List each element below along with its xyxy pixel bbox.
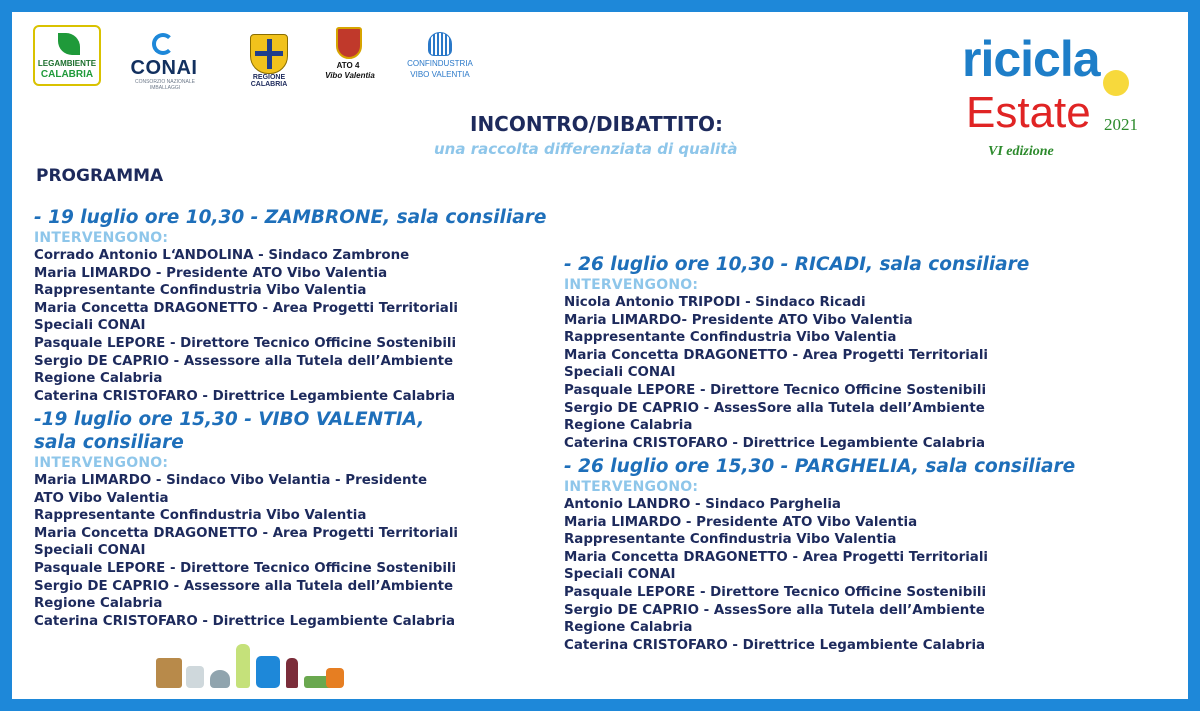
ato-coat-of-arms-icon xyxy=(336,27,362,59)
plastic-bottle-icon xyxy=(256,656,280,688)
speaker-line: Speciali CONAI xyxy=(34,318,146,334)
speaker-line: Speciali CONAI xyxy=(564,567,676,583)
speaker-line: ATO Vibo Valentia xyxy=(34,490,169,506)
event-zambrone xyxy=(34,206,546,405)
event-title: - 19 luglio ore 10,30 - ZAMBRONE, sala consiliare xyxy=(34,207,547,228)
speaker-line: Sergio DE CAPRIO - Assessore alla Tutela dell’Ambiente xyxy=(34,578,454,594)
speaker-line: Pasquale LEPORE - Direttore Tecnico Officine Sostenibili xyxy=(34,335,457,351)
legambiente-name: LEGAMBIENTE xyxy=(37,59,97,68)
cup-icon xyxy=(326,668,344,688)
speakers-label: INTERVENGONO: xyxy=(34,455,169,471)
speaker-line: Caterina CRISTOFARO - Direttrice Legambiente Calabria xyxy=(564,435,986,451)
can-icon xyxy=(210,670,230,688)
event-title-continued: sala consiliare xyxy=(34,432,184,453)
speaker-line: Pasquale LEPORE - Direttore Tecnico Officine Sostenibili xyxy=(564,584,987,600)
edition-label: VI edizione xyxy=(988,144,1054,159)
paper-icon xyxy=(186,666,204,688)
speaker-line: Nicola Antonio TRIPODI - Sindaco Ricadi xyxy=(564,295,866,310)
speaker-line: Maria Concetta DRAGONETTO - Area Progetti Territoriali xyxy=(564,549,989,565)
event-parghelia xyxy=(564,455,1075,654)
speakers-label: INTERVENGONO: xyxy=(564,277,699,293)
speaker-line: Speciali CONAI xyxy=(34,543,146,559)
recycling-mascots xyxy=(150,640,350,688)
speaker-line: Sergio DE CAPRIO - AssesSore alla Tutela dell’Ambiente xyxy=(564,602,985,618)
bottle-icon xyxy=(236,644,250,688)
speaker-line: Pasquale LEPORE - Direttore Tecnico Officine Sostenibili xyxy=(564,382,987,398)
speaker-line: Antonio LANDRO - Sindaco Parghelia xyxy=(564,497,841,512)
cardboard-box-icon xyxy=(156,658,182,688)
speaker-line: Caterina CRISTOFARO - Direttrice Legambiente Calabria xyxy=(564,637,986,653)
event-title: -19 luglio ore 15,30 - VIBO VALENTIA, xyxy=(34,409,425,430)
ato-label: ATO 4 xyxy=(336,61,360,70)
edition-year: 2021 xyxy=(1104,115,1138,134)
speaker-line: Corrado Antonio L‘ANDOLINA - Sindaco Zambrone xyxy=(34,248,410,263)
speaker-line: Regione Calabria xyxy=(34,596,163,612)
event-title: - 26 luglio ore 15,30 - PARGHELIA, sala consiliare xyxy=(564,456,1076,477)
speaker-line: Maria LIMARDO - Presidente ATO Vibo Valentia xyxy=(564,514,918,530)
speaker-line: Regione Calabria xyxy=(34,371,163,387)
speakers-label: INTERVENGONO: xyxy=(564,479,699,495)
event-title: - 26 luglio ore 10,30 - RICADI, sala consiliare xyxy=(564,254,1030,275)
speaker-line: Caterina CRISTOFARO - Direttrice Legambiente Calabria xyxy=(34,613,456,629)
confindustria-name: CONFINDUSTRIA xyxy=(407,59,473,68)
page-title: INCONTRO/DIBATTITO: xyxy=(470,112,723,136)
speaker-line: Sergio DE CAPRIO - AssesSore alla Tutela dell’Ambiente xyxy=(564,400,985,416)
speaker-line: Rappresentante Confindustria Vibo Valentia xyxy=(34,508,367,524)
conai-swirl-icon xyxy=(152,33,174,55)
speaker-line: Maria LIMARDO - Presidente ATO Vibo Valentia xyxy=(34,265,388,281)
speaker-line: Caterina CRISTOFARO - Direttrice Legambiente Calabria xyxy=(34,388,456,404)
speaker-line: Rappresentante Confindustria Vibo Valentia xyxy=(564,532,897,548)
legambiente-logo xyxy=(33,25,101,86)
speaker-line: Sergio DE CAPRIO - Assessore alla Tutela dell’Ambiente xyxy=(34,353,454,369)
speaker-line: Rappresentante Confindustria Vibo Valentia xyxy=(34,283,367,299)
sun-icon xyxy=(1103,70,1129,96)
glass-bottle-icon xyxy=(286,658,298,688)
confindustria-city: VIBO VALENTIA xyxy=(410,70,470,79)
speaker-line: Maria Concetta DRAGONETTO - Area Progetti Territoriali xyxy=(564,347,989,363)
speaker-line: Maria LIMARDO- Presidente ATO Vibo Valentia xyxy=(564,312,913,328)
speakers-label: INTERVENGONO: xyxy=(34,230,169,246)
speaker-line: Regione Calabria xyxy=(564,620,693,636)
speaker-line: Pasquale LEPORE - Direttore Tecnico Officine Sostenibili xyxy=(34,560,457,576)
event-vibo-valentia xyxy=(34,408,458,630)
legambiente-region: CALABRIA xyxy=(40,69,94,80)
page-subtitle: una raccolta differenziata di qualità xyxy=(434,140,738,158)
regione-calabria-label: REGIONE CALABRIA xyxy=(250,74,288,88)
speaker-line: Maria Concetta DRAGONETTO - Area Progetti Territoriali xyxy=(34,300,459,316)
ricicla-estate-logo: ricicla xyxy=(962,31,1100,87)
leaf-icon xyxy=(58,33,80,55)
regione-calabria-shield-icon xyxy=(250,34,288,74)
speaker-line: Rappresentante Confindustria Vibo Valentia xyxy=(564,330,897,346)
speaker-line: Maria LIMARDO - Sindaco Vibo Velantia - Presidente xyxy=(34,473,428,488)
programme-heading: PROGRAMMA xyxy=(36,166,164,186)
cross-bar xyxy=(255,51,283,56)
conai-logo: CONAI xyxy=(130,57,198,79)
conai-subtitle: CONSORZIO NAZIONALE IMBALLAGGI xyxy=(134,79,195,91)
confindustria-icon xyxy=(428,32,452,56)
estate-word: Estate xyxy=(966,88,1091,137)
speaker-line: Regione Calabria xyxy=(564,418,693,434)
ato-city: Vibo Valentia xyxy=(325,71,375,80)
event-ricadi xyxy=(564,253,1029,452)
speaker-line: Maria Concetta DRAGONETTO - Area Progetti Territoriali xyxy=(34,525,459,541)
speaker-line: Speciali CONAI xyxy=(564,365,676,381)
